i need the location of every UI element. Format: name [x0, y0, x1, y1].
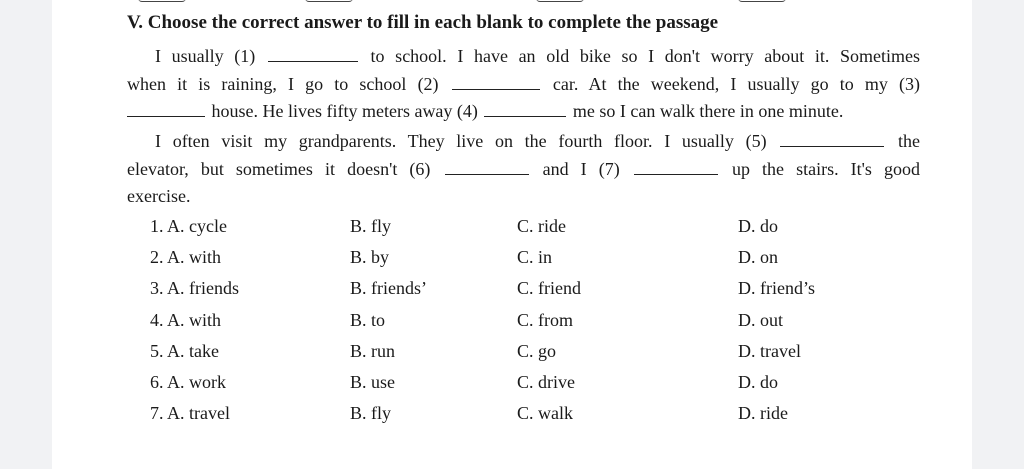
blank-7[interactable]	[634, 159, 718, 175]
option-b[interactable]: B. friends’	[350, 278, 427, 299]
question-row-2	[150, 242, 910, 273]
passage-text: up the stairs. It's good	[731, 158, 921, 179]
option-d[interactable]: D. on	[738, 247, 778, 268]
blank-6[interactable]	[445, 159, 529, 175]
blank-3[interactable]	[127, 101, 205, 117]
option-c[interactable]: C. go	[517, 340, 557, 361]
option-c[interactable]: C. in	[517, 247, 553, 268]
option-d[interactable]: D. friend’s	[738, 278, 815, 299]
answer-options	[150, 211, 910, 429]
exercise-heading: V. Choose the correct answer to fill in each blank to complete the passage	[127, 12, 719, 33]
cut-off-fragment	[305, 0, 353, 2]
passage-text: to school. I have an old bike so I don't worry about it. Sometimes	[370, 46, 921, 66]
passage-text: house. He lives fifty meters away (4)	[211, 101, 478, 121]
option-b[interactable]: B. use	[350, 371, 395, 392]
passage-text: car. At the weekend, I usually go to my (3)	[552, 73, 920, 94]
option-a[interactable]: 7. A. travel	[150, 403, 230, 424]
passage-text: I usually (1)	[155, 46, 256, 66]
question-row-6	[150, 367, 910, 398]
passage-text: exercise.	[127, 186, 191, 206]
passage-line	[127, 156, 920, 184]
option-a[interactable]: 6. A. work	[150, 371, 226, 392]
option-a[interactable]: 2. A. with	[150, 247, 222, 268]
option-d[interactable]: D. out	[738, 309, 783, 330]
option-c[interactable]: C. from	[517, 309, 573, 330]
blank-1[interactable]	[268, 46, 358, 62]
question-row-7	[150, 398, 910, 429]
option-c[interactable]: C. drive	[517, 371, 575, 392]
cut-off-fragment	[738, 0, 786, 2]
cut-off-previous-line	[52, 0, 972, 5]
option-d[interactable]: D. do	[738, 216, 778, 236]
question-row-1	[150, 211, 910, 242]
passage-line	[127, 71, 920, 99]
passage-line	[127, 128, 920, 156]
passage-text: the	[898, 131, 921, 151]
option-d[interactable]: D. travel	[738, 340, 801, 361]
passage-text: I often visit my grandparents. They live on the fourth floor. I usually (5)	[155, 131, 767, 151]
passage-text: me so I can walk there in one minute.	[572, 101, 844, 121]
blank-4[interactable]	[484, 101, 566, 117]
option-b[interactable]: B. fly	[350, 216, 392, 236]
option-a[interactable]: 5. A. take	[150, 340, 219, 361]
option-a[interactable]: 4. A. with	[150, 309, 222, 330]
passage-line	[127, 183, 920, 211]
blank-2[interactable]	[452, 74, 540, 90]
option-b[interactable]: B. to	[350, 309, 386, 330]
passage-text: when it is raining, I go to school (2)	[127, 73, 439, 94]
passage-paragraph-2	[127, 128, 920, 211]
passage-text: and I (7)	[542, 158, 620, 179]
cut-off-fragment	[536, 0, 584, 2]
worksheet-page	[52, 0, 972, 469]
passage-line	[127, 43, 920, 71]
question-row-3	[150, 273, 910, 304]
passage-paragraph-1	[127, 43, 920, 126]
passage-text: elevator, but sometimes it doesn't (6)	[127, 158, 431, 179]
option-a[interactable]: 1. A. cycle	[150, 216, 227, 236]
option-b[interactable]: B. by	[350, 247, 390, 268]
option-d[interactable]: D. ride	[738, 403, 788, 424]
option-b[interactable]: B. fly	[350, 403, 392, 424]
passage-line	[127, 98, 920, 126]
option-a[interactable]: 3. A. friends	[150, 278, 239, 299]
blank-5[interactable]	[780, 131, 884, 147]
option-b[interactable]: B. run	[350, 340, 395, 361]
question-row-4	[150, 305, 910, 336]
cut-off-fragment	[138, 0, 186, 2]
option-c[interactable]: C. friend	[517, 278, 581, 299]
question-row-5	[150, 336, 910, 367]
option-c[interactable]: C. ride	[517, 216, 566, 236]
option-d[interactable]: D. do	[738, 371, 778, 392]
option-c[interactable]: C. walk	[517, 403, 573, 424]
